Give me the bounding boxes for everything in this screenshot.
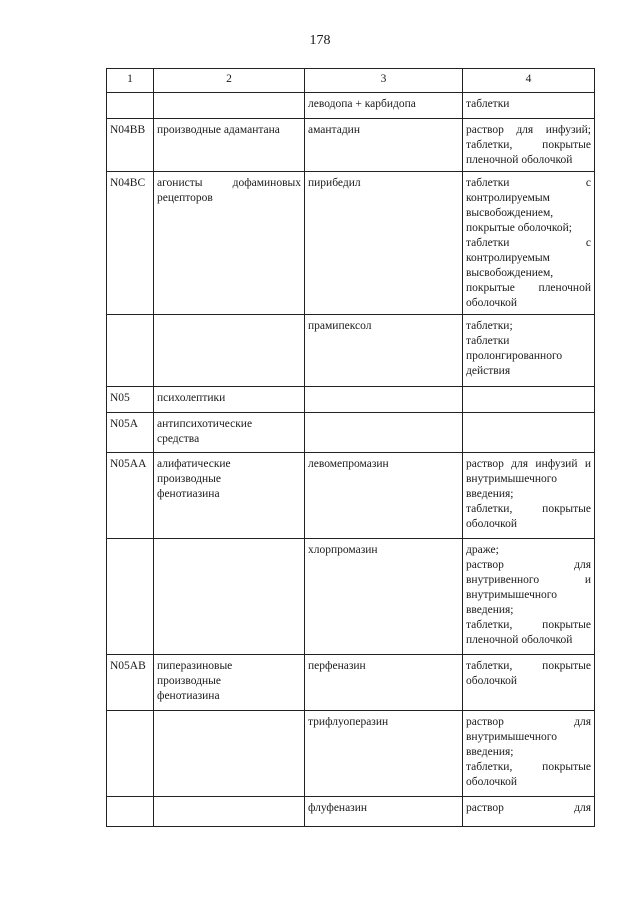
atc-code-cell: N05A	[107, 413, 154, 453]
atc-group-cell	[154, 797, 305, 827]
group-line: фенотиазина	[157, 488, 220, 500]
drug-name-cell: перфеназин	[305, 655, 463, 711]
dosage-form-cell	[463, 315, 595, 387]
atc-code-cell: N04BB	[107, 119, 154, 172]
atc-group-cell	[154, 119, 305, 172]
drug-name-cell: прамипексол	[305, 315, 463, 387]
group-line: производные	[157, 473, 221, 485]
dosage-form-line: внутривенного и	[466, 574, 591, 586]
dosage-form-line: контролируемым	[466, 252, 550, 264]
dosage-form-line: пролонгированного	[466, 350, 563, 362]
table-body	[107, 93, 595, 827]
atc-code-cell	[107, 797, 154, 827]
table-row	[107, 315, 595, 387]
atc-code-cell	[107, 315, 154, 387]
dosage-form-line: драже;	[466, 544, 499, 556]
dosage-form-line: раствор для	[466, 716, 591, 728]
dosage-form-line: покрытые пленочной	[466, 282, 591, 294]
atc-code-cell: N05AA	[107, 453, 154, 539]
drug-name-cell: хлорпромазин	[305, 539, 463, 655]
dosage-form-line: таблетки, покрытые	[466, 660, 591, 672]
group-line: пиперазиновые	[157, 660, 233, 672]
drug-name-cell	[305, 413, 463, 453]
dosage-form-line: раствор для	[466, 559, 591, 571]
atc-group-cell	[154, 711, 305, 797]
dosage-form-line: оболочкой	[466, 675, 518, 687]
table-row	[107, 413, 595, 453]
dosage-form-line: пленочной оболочкой	[466, 154, 573, 166]
dosage-form-cell	[463, 453, 595, 539]
table-row	[107, 387, 595, 413]
group-line: алифатические	[157, 458, 231, 470]
group-line: антипсихотические	[157, 418, 253, 430]
dosage-form-line: введения;	[466, 746, 514, 758]
drug-name-cell: леводопа + карбидопа	[305, 93, 463, 119]
group-line: агонисты дофаминовых	[157, 177, 301, 189]
dosage-form-line: действия	[466, 365, 511, 377]
dosage-form-cell	[463, 119, 595, 172]
table-row	[107, 119, 595, 172]
dosage-form-line: введения;	[466, 488, 514, 500]
atc-group-cell	[154, 315, 305, 387]
dosage-form-line: внутримышечного	[466, 731, 557, 743]
drug-name-cell: трифлуоперазин	[305, 711, 463, 797]
table-header-row	[107, 69, 595, 93]
dosage-form-line: таблетки, покрытые	[466, 619, 591, 631]
group-line: производные адамантана	[157, 124, 280, 136]
atc-group-cell	[154, 93, 305, 119]
dosage-form-cell	[463, 539, 595, 655]
dosage-form-line: таблетки с	[466, 177, 591, 189]
atc-code-cell: N05AB	[107, 655, 154, 711]
atc-code-cell: N04BC	[107, 172, 154, 315]
table-row	[107, 453, 595, 539]
table-row	[107, 655, 595, 711]
table-row	[107, 539, 595, 655]
dosage-form-line: таблетки, покрытые	[466, 139, 591, 151]
atc-group-cell	[154, 453, 305, 539]
dosage-form-line: высвобождением,	[466, 207, 554, 219]
column-header-1: 1	[107, 69, 154, 93]
drug-name-cell	[305, 387, 463, 413]
dosage-form-line: таблетки;	[466, 320, 513, 332]
dosage-form-cell	[463, 655, 595, 711]
atc-group-cell	[154, 539, 305, 655]
drug-table	[106, 68, 595, 827]
atc-group-cell	[154, 172, 305, 315]
dosage-form-line: таблетки, покрытые	[466, 761, 591, 773]
drug-name-cell: пирибедил	[305, 172, 463, 315]
atc-code-cell	[107, 539, 154, 655]
group-line: психолептики	[157, 392, 226, 404]
dosage-form-line: внутримышечного	[466, 589, 557, 601]
dosage-form-line: таблетки	[466, 335, 510, 347]
dosage-form-line: введения;	[466, 604, 514, 616]
page-number: 178	[309, 33, 331, 48]
dosage-form-line: оболочкой	[466, 297, 518, 309]
dosage-form-line: оболочкой	[466, 776, 518, 788]
group-line: средства	[157, 433, 200, 445]
dosage-form-cell	[463, 172, 595, 315]
dosage-form-line: таблетки с	[466, 237, 591, 249]
dosage-form-cell	[463, 711, 595, 797]
atc-code-cell	[107, 93, 154, 119]
dosage-form-line: раствор для	[466, 802, 591, 814]
atc-code-cell: N05	[107, 387, 154, 413]
column-header-4: 4	[463, 69, 595, 93]
dosage-form-line: оболочкой	[466, 518, 518, 530]
dosage-form-line: таблетки	[466, 98, 510, 110]
table-row	[107, 172, 595, 315]
group-line: производные	[157, 675, 221, 687]
atc-group-cell	[154, 413, 305, 453]
dosage-form-cell	[463, 387, 595, 413]
drug-name-cell: амантадин	[305, 119, 463, 172]
drug-name-cell: левомепромазин	[305, 453, 463, 539]
atc-code-cell	[107, 711, 154, 797]
dosage-form-line: покрытые оболочкой;	[466, 222, 572, 234]
atc-group-cell	[154, 655, 305, 711]
dosage-form-cell	[463, 93, 595, 119]
table-row	[107, 797, 595, 827]
dosage-form-cell	[463, 797, 595, 827]
atc-group-cell	[154, 387, 305, 413]
dosage-form-line: раствор для инфузий и	[466, 458, 591, 470]
group-line: фенотиазина	[157, 690, 220, 702]
dosage-form-line: контролируемым	[466, 192, 550, 204]
group-line: рецепторов	[157, 192, 213, 204]
column-header-2: 2	[154, 69, 305, 93]
table-row	[107, 93, 595, 119]
table-row	[107, 711, 595, 797]
drug-name-cell: флуфеназин	[305, 797, 463, 827]
dosage-form-line: внутримышечного	[466, 473, 557, 485]
dosage-form-line: пленочной оболочкой	[466, 634, 573, 646]
column-header-3: 3	[305, 69, 463, 93]
dosage-form-line: таблетки, покрытые	[466, 503, 591, 515]
dosage-form-line: высвобождением,	[466, 267, 554, 279]
dosage-form-line: раствор для инфузий;	[466, 124, 591, 136]
dosage-form-cell	[463, 413, 595, 453]
